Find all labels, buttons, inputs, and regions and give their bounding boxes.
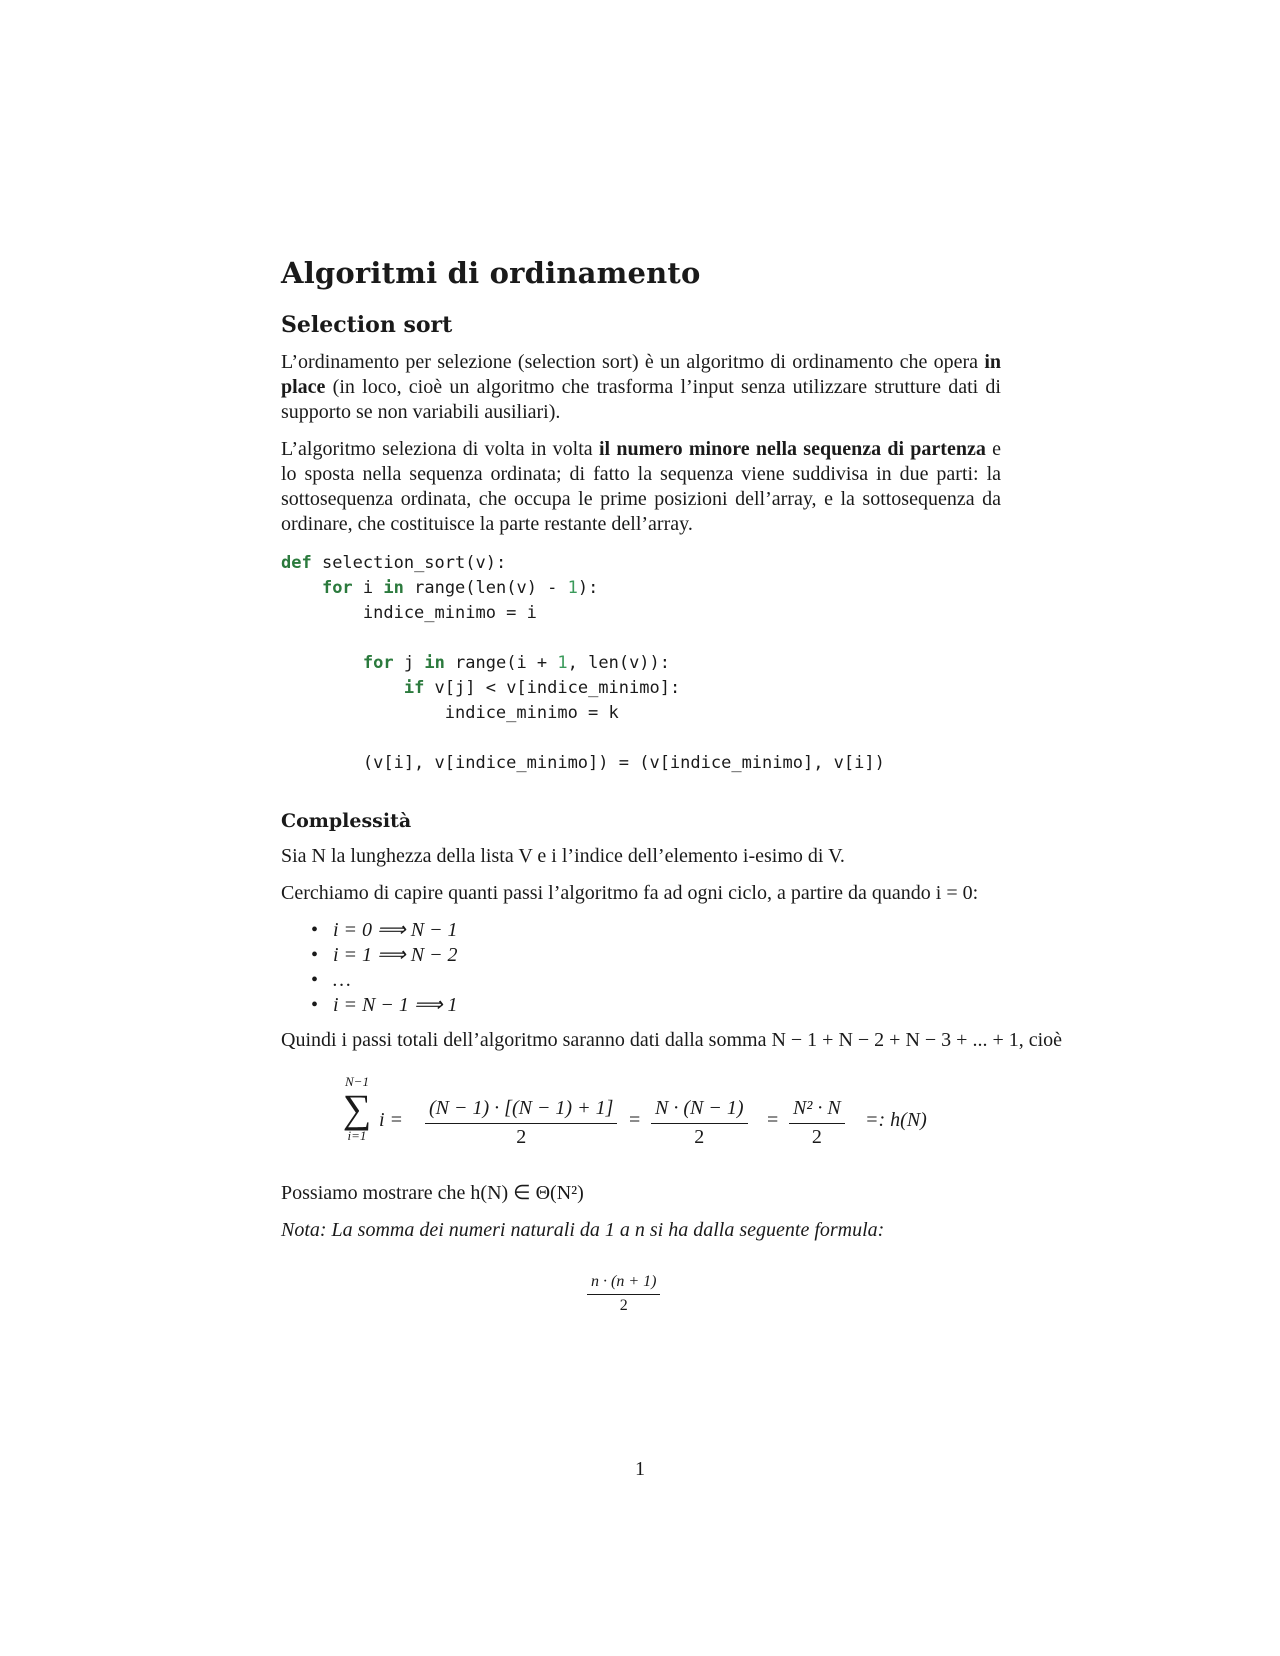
fraction-numerator: N² · N [789,1097,845,1124]
paragraph-algorithm [281,437,1001,537]
paragraph-theta: Possiamo mostrare che h(N) ∈ Θ(N²) [281,1182,584,1204]
fraction-denominator: 2 [811,1126,822,1148]
paragraph-text: L’ordinamento per selezione (selection sort) è un algoritmo di ordinamento che opera [281,351,985,373]
paragraph-definitions: Sia N la lunghezza della lista V e i l’indice dell’elemento i-esimo di V. [281,845,845,867]
paragraph-text: e lo sposta nella sequenza ordinata; di fatto la sequenza viene suddivisa in due parti: la sottosequenza ordinata, che occupa le prime posizioni dell’array, e la sottosequenza da ordinare, che costituisce la parte restante dell’array. [281,438,1001,535]
sigma-symbol: ∑ [342,1086,372,1131]
page-number: 1 [635,1458,645,1480]
paragraph-text: (in loco, cioè un algoritmo che trasforma l’input senza utilizzare strutture dati di supporto se non variabili ausiliari). [281,376,1001,423]
code-line: for j in range(i + 1, len(v)): [362,653,671,673]
code-line: def selection_sort(v): [281,553,507,573]
fraction [587,1273,660,1315]
formula-term: =: h(N) [865,1109,927,1131]
code-line: if v[j] < v[indice_minimo]: [403,678,681,698]
formula-term: i = [379,1109,404,1131]
list-item: • i = N − 1 ⟹ 1 [311,993,1161,1018]
summation [339,1075,375,1143]
section-heading: Selection sort [281,312,453,338]
code-line: for i in range(len(v) - 1): [321,578,599,598]
list-item: • … [311,968,1161,993]
steps-list [311,918,1161,1018]
subsection-heading: Complessità [281,810,412,832]
equals-sign: = [767,1109,779,1131]
code-line: indice_minimo = i [281,603,537,623]
fraction-numerator: (N − 1) · [(N − 1) + 1] [425,1097,617,1124]
fraction [425,1097,617,1149]
bold-term: in place [281,351,1001,398]
fraction-denominator: 2 [694,1126,705,1148]
page-title: Algoritmi di ordinamento [281,256,701,290]
note-text: Nota: La somma dei numeri naturali da 1 a n si ha dalla seguente formula: [281,1219,885,1241]
list-item: • i = 1 ⟹ N − 2 [311,943,1161,968]
list-item: • i = 0 ⟹ N − 1 [311,918,1161,943]
sum-lower-limit: i=1 [347,1128,367,1143]
paragraph-intro [281,350,1001,425]
fraction-denominator: 2 [516,1126,527,1148]
page-content [281,240,1161,1343]
paragraph-text: L’algoritmo seleziona di volta in volta [281,438,599,460]
fraction-numerator: N · (N − 1) [651,1097,748,1124]
sum-formula [281,1075,1161,1171]
paragraph-sum: Quindi i passi totali dell’algoritmo saranno dati dalla somma N − 1 + N − 2 + N − 3 + ... + 1, cioè [281,1029,1063,1051]
equals-sign: = [629,1109,641,1131]
code-line: indice_minimo = k [281,703,619,723]
fraction-numerator: n · (n + 1) [587,1273,660,1295]
fraction [651,1097,748,1149]
sum-upper-limit: N−1 [345,1074,369,1089]
code-line: (v[i], v[indice_minimo]) = (v[indice_minimo], v[i]) [281,753,885,773]
code-block [281,551,1161,776]
paragraph-question: Cerchiamo di capire quanti passi l’algoritmo fa ad ogni ciclo, a partire da quando i = 0: [281,882,979,904]
note-formula [281,1273,1161,1343]
fraction-denominator: 2 [619,1297,628,1314]
fraction [789,1097,845,1149]
bold-term: il numero minore nella sequenza di partenza [598,438,986,460]
